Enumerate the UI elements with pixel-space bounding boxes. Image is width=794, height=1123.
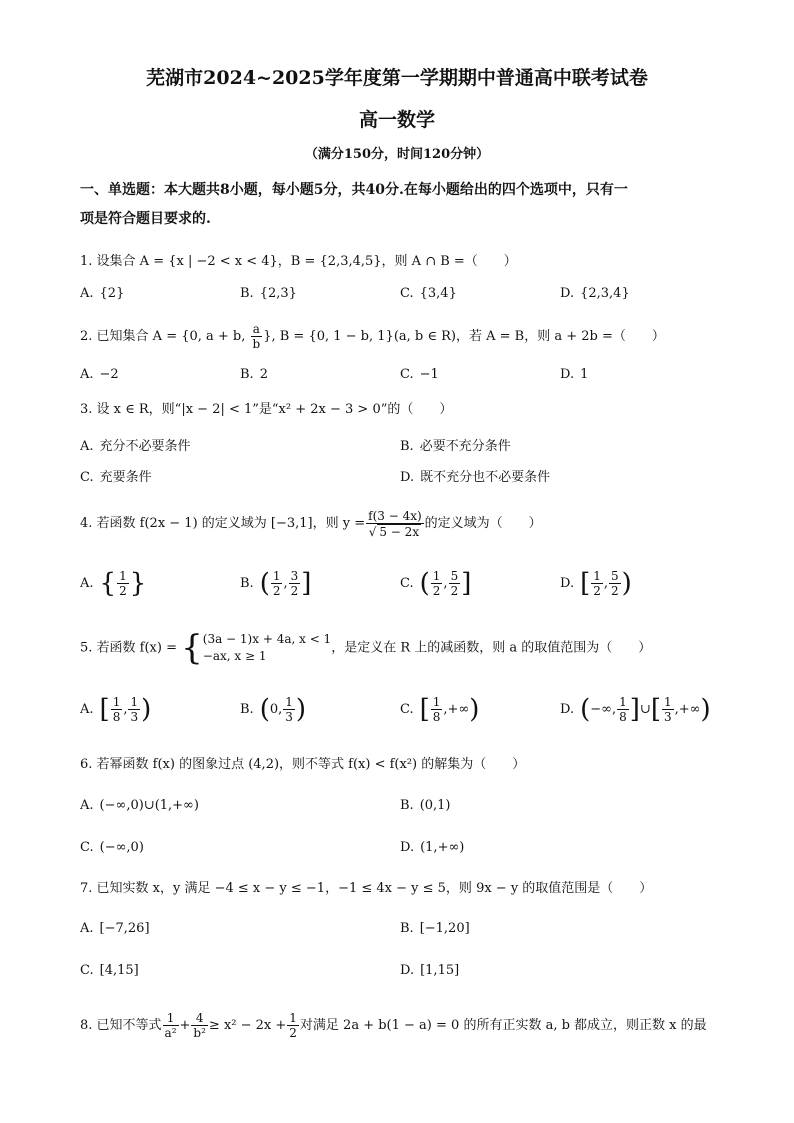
question-1-stem: 1. 设集合 A = {x | −2 < x < 4}，B = {2,3,4,5}，则 A ∩ B =（ ） <box>80 254 517 269</box>
question-2-stem: 2. 已知集合 A = {0, a + b, $\frac{a}{b}$ }, B = {0, 1 − b, 1}(a, b ∈ R)，若 A = B，则 a + 2b =（ ） <box>80 322 665 351</box>
fraction-f-over-sqrt: $\frac{f(3 - 4x)}{√ 5 - 2x}$ <box>368 508 422 539</box>
question-2-option-b: B. 2 <box>240 367 268 382</box>
question-2-option-a: A. −2 <box>80 367 119 382</box>
question-7-option-c: C. [4,15] <box>80 963 139 978</box>
section-heading-line2: 项是符合题目要求的. <box>80 211 211 227</box>
exam-meta: （满分150分，时间120分钟） <box>304 147 490 162</box>
question-5-option-c: C. [ $\frac{1}{8}$ ,+∞) <box>400 694 480 725</box>
question-3-option-b: B. 必要不充分条件 <box>400 439 511 454</box>
question-5-stem: 5. 若函数 f(x) = { (3a − 1)x + 4a, x < 1 −ax, x ≥ 1 ，是定义在 R 上的减函数，则 a 的取值范围为（ ） <box>80 627 652 668</box>
question-6-stem: 6. 若幂函数 f(x) 的图象过点 (4,2)，则不等式 f(x) < f(x²) 的解集为（ ） <box>80 757 526 772</box>
question-5-option-a: A. [ $\frac{1}{8}$ , $\frac{1}{3}$ ) <box>80 694 152 725</box>
question-1-option-b: B. {2,3} <box>240 286 297 301</box>
question-3-option-c: C. 充要条件 <box>80 470 152 485</box>
question-6-option-c: C. (−∞,0) <box>80 840 144 855</box>
question-1-option-a: A. {2} <box>80 286 125 301</box>
question-2-option-c: C. −1 <box>400 367 439 382</box>
question-4-option-b: B. ( $\frac{1}{2}$ , $\frac{3}{2}$ ] <box>240 568 312 599</box>
question-4-stem: 4. 若函数 f(2x − 1) 的定义域为 [−3,1]，则 y = $\frac{f(3 - 4x)}{√ 5 - 2x}$ 的定义域为（ ） <box>80 508 542 539</box>
question-4-option-d: D. [ $\frac{1}{2}$ , $\frac{5}{2}$ ) <box>560 568 632 599</box>
question-3-option-a: A. 充分不必要条件 <box>80 439 191 454</box>
question-3-stem: 3. 设 x ∈ R，则“|x − 2| < 1”是“x² + 2x − 3 > 0”的（ ） <box>80 402 453 417</box>
question-7-option-d: D. [1,15] <box>400 963 460 978</box>
fraction-a-over-b: $\frac{a}{b}$ <box>252 322 261 351</box>
question-5-option-d: D. (−∞, $\frac{1}{8}$ ]∪[ $\frac{1}{3}$ ,+∞) <box>560 694 711 725</box>
section-heading-line1: 一、单选题：本大题共8小题，每小题5分，共40分.在每小题给出的四个选项中，只有一 <box>80 182 628 198</box>
question-3-option-d: D. 既不充分也不必要条件 <box>400 470 551 485</box>
question-2-option-d: D. 1 <box>560 367 589 382</box>
question-7-option-b: B. [−1,20] <box>400 921 470 936</box>
question-7-option-a: A. [−7,26] <box>80 921 150 936</box>
question-7-stem: 7. 已知实数 x，y 满足 −4 ≤ x − y ≤ −1，−1 ≤ 4x − y ≤ 5，则 9x − y 的取值范围是（ ） <box>80 881 653 896</box>
piecewise-function: { (3a − 1)x + 4a, x < 1 −ax, x ≥ 1 <box>181 627 332 668</box>
question-4-option-a: A. { $\frac{1}{2}$ } <box>80 568 147 599</box>
question-8-stem: 8. 已知不等式 $\frac{1}{\text{a²}}$ + $\frac{4}{\text{b²}}$ ≥ x² − 2x + $\frac{1}{2}$ 对满足 2a + b(1 − a) = 0 的所有正实数 a, b 都成立，则正数 x 的最 <box>80 1011 707 1040</box>
question-1-option-d: D. {2,3,4} <box>560 286 630 301</box>
question-6-option-d: D. (1,+∞) <box>400 840 465 855</box>
question-5-option-b: B. (0, $\frac{1}{3}$ ) <box>240 694 307 725</box>
page-title: 芜湖市2024~2025学年度第一学期期中普通高中联考试卷 <box>146 67 648 89</box>
question-6-option-b: B. (0,1) <box>400 798 451 813</box>
question-4-option-c: C. ( $\frac{1}{2}$ , $\frac{5}{2}$ ] <box>400 568 472 599</box>
subject-title: 高一数学 <box>358 109 435 131</box>
question-6-option-a: A. (−∞,0)∪(1,+∞) <box>80 798 199 813</box>
question-1-option-c: C. {3,4} <box>400 286 457 301</box>
